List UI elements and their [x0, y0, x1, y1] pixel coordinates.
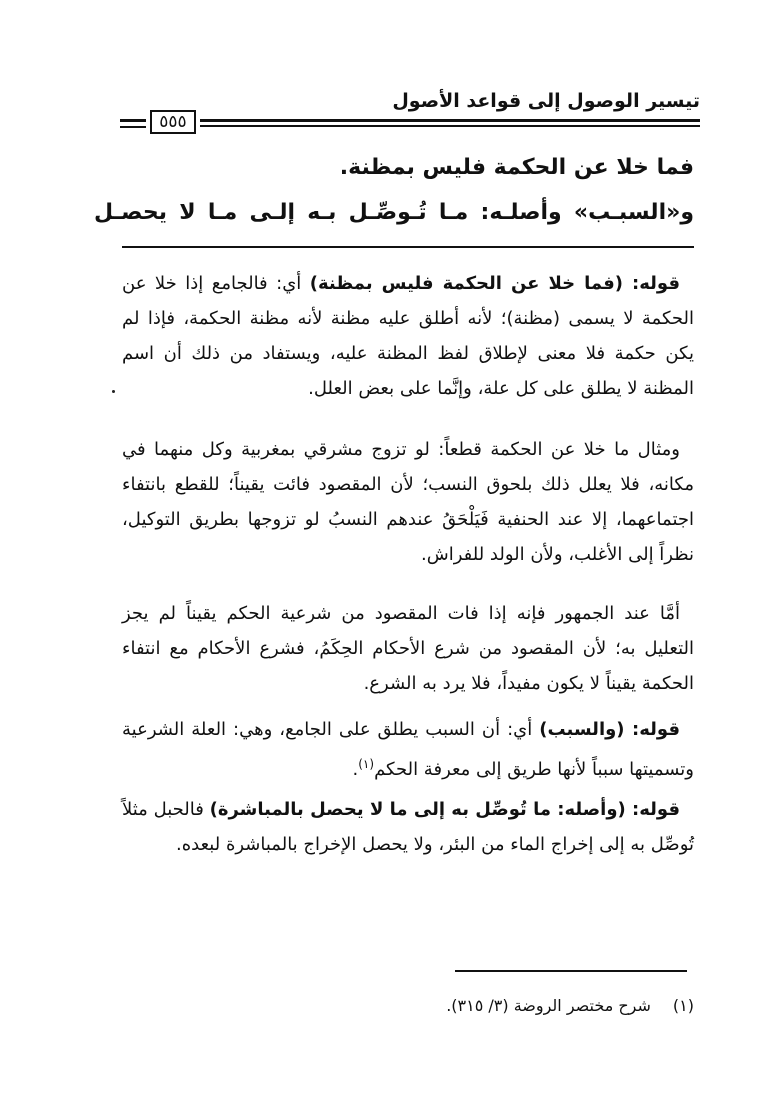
quoted-phrase: قوله: (وأصله: ما تُوصِّل به إلى ما لا يحصل بالمباشرة)	[209, 799, 680, 820]
page-number-dash	[120, 119, 146, 122]
paragraph-end: .	[352, 759, 359, 780]
commentary-paragraph: أمَّا عند الجمهور فإنه إذا فات المقصود من شرعية الحكم يقيناً لم يجز التعليل به؛ لأن المقصود من شرع الأحكام الحِكَمُ، فشرع الأحكام مع انتفاء الحكمة يقيناً لا يكون مفيداً، فلا يرد به الشرع.	[122, 603, 694, 694]
quoted-phrase: قوله: (فما خلا عن الحكمة فليس بمظنة)	[309, 273, 680, 294]
matn-line: فما خلا عن الحكمة فليس بمظنة.	[339, 155, 694, 180]
header-rule	[120, 117, 700, 131]
footnote	[122, 996, 694, 1015]
matn-divider	[122, 246, 694, 248]
footnote-text: شرح مختصر الروضة (٣/ ٣١٥).	[446, 996, 651, 1015]
paragraph-text: أي: أن السبب يطلق على الجامع، وهي: العلة الشرعية وتسميتها سبباً لأنها طريق إلى معرفة الحكم	[122, 719, 694, 780]
quoted-phrase: قوله: (والسبب)	[539, 719, 680, 740]
page-number-dash	[120, 126, 146, 128]
commentary-paragraph	[122, 712, 694, 787]
commentary-paragraph	[122, 266, 694, 406]
running-title: تيسير الوصول إلى قواعد الأصول	[392, 90, 700, 112]
commentary-paragraph	[122, 792, 694, 862]
footnote-rule	[455, 970, 687, 972]
ink-dot	[112, 390, 115, 393]
paragraph-text: أي: فالجامع إذا خلا عن الحكمة لا يسمى (مظنة)؛ لأنه أطلق عليه مظنة لأنه مظنة الحكمة، فإذا لم يكن حكمة فلا معنى لإطلاق لفظ المظنة عليه، ويستفاد من ذلك أن اسم المظنة لا يطلق على كل علة، وإنَّما على بعض العلل.	[122, 273, 694, 399]
footnote-reference[interactable]: (١)	[358, 757, 375, 771]
commentary-paragraph: ومثال ما خلا عن الحكمة قطعاً: لو تزوج مشرقي بمغربية وكل منهما في مكانه، فلا يعلل ذلك بلحوق النسب؛ لأن المقصود فائت يقيناً؛ للقطع بانتفاء اجتماعهما، إلا عند الحنفية فَيَلْحَقُ عندهم النسبُ لو تزوجها بطريق التوكيل، نظراً إلى الأغلب، ولأن الولد للفراش.	[122, 439, 694, 565]
footnote-number: (١)	[672, 996, 694, 1015]
paragraph-text: فالحبل مثلاً تُوصِّل به إلى إخراج الماء من البئر، ولا يحصل الإخراج بالمباشرة لبعده.	[122, 799, 694, 855]
page-number: ٥٥٥	[150, 110, 196, 134]
matn-line: و«السبـب» وأصلـه: مـا تُـوصِّـل بـه إلـى مـا لا يحصـل	[94, 200, 694, 225]
